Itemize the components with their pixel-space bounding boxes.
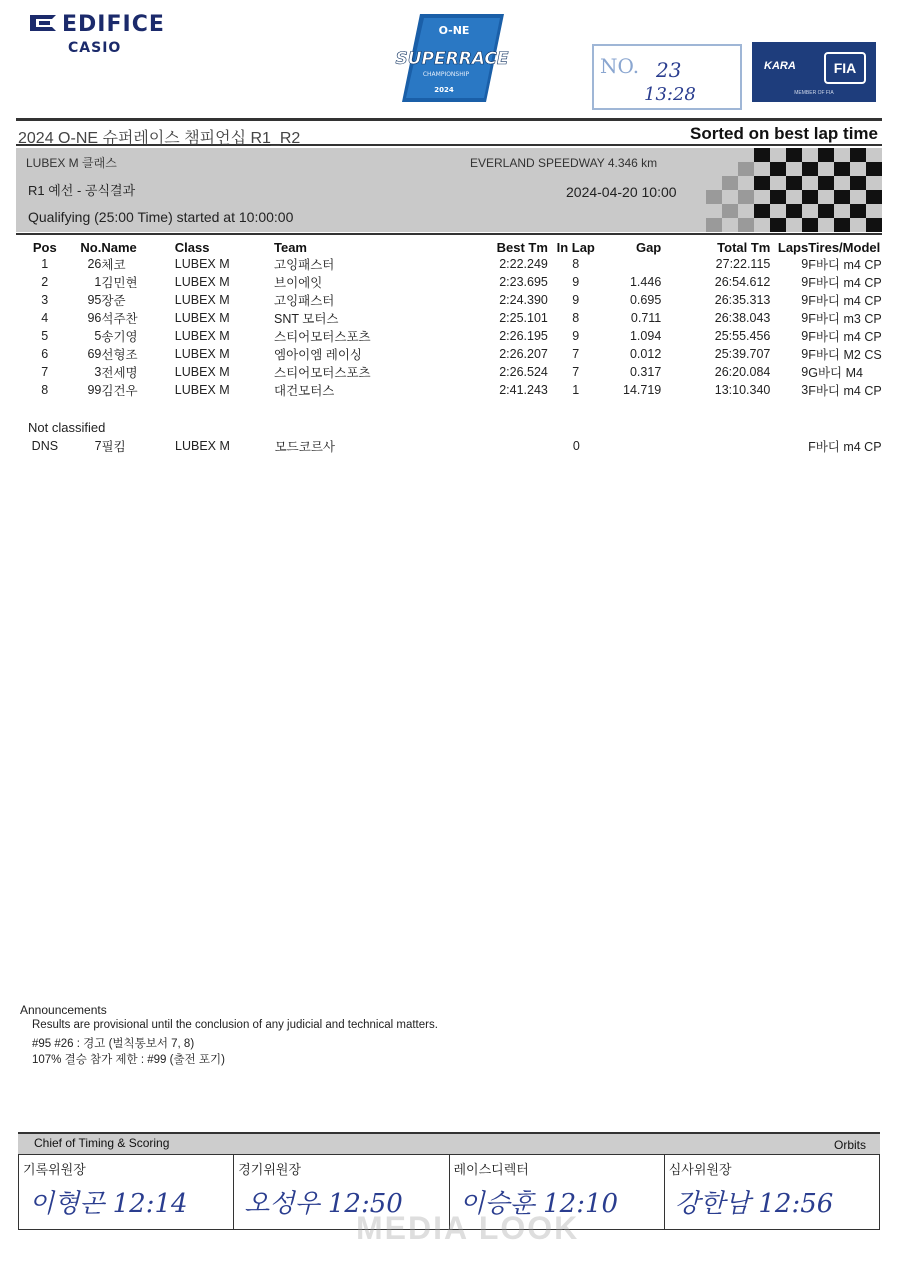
col-gap: Gap: [635, 239, 662, 255]
flag-square: [706, 190, 722, 204]
flag-square: [770, 190, 786, 204]
track-name: EVERLAND SPEEDWAY 4.346 km: [470, 156, 658, 170]
cell-no: 1: [94, 275, 102, 289]
flag-square: [738, 162, 754, 176]
flag-square: [786, 204, 802, 218]
table-row: [20, 273, 900, 291]
col-team: Team: [274, 239, 307, 255]
cell-name: 필킴: [101, 440, 126, 454]
provider-label: Orbits: [833, 1138, 866, 1152]
flag-square: [818, 176, 834, 190]
cell-total: [662, 437, 771, 455]
cell-no: 26: [87, 257, 102, 271]
cell-total: 26:20.084: [714, 365, 771, 379]
cell-name: 김민현: [101, 276, 138, 290]
session-info-band: [16, 148, 882, 232]
cell-pos: 6: [41, 347, 49, 361]
announcements: [20, 1003, 438, 1066]
cell-tires: F바디 m4 CP: [808, 294, 882, 308]
col-class: Class: [174, 239, 210, 255]
cell-team: 고잉패스터: [274, 258, 335, 272]
cell-total: 27:22.115: [715, 257, 771, 271]
col-best: Best Tm: [496, 239, 548, 255]
cell-pos: 3: [41, 293, 49, 307]
stamp-label: NO.: [600, 54, 640, 78]
cell-inlap: 8: [572, 311, 580, 325]
flag-square: [866, 218, 882, 232]
cell-laps: 3: [801, 383, 809, 397]
cell-gap: 0.711: [630, 311, 662, 325]
flag-square: [850, 176, 866, 190]
cell-gap: 1.446: [629, 275, 662, 289]
cell-gap: 0.012: [629, 347, 662, 361]
cell-gap: [604, 255, 662, 273]
flag-square: [802, 218, 818, 232]
cell-team: 엠아이엠 레이싱: [274, 348, 362, 362]
cell-laps: 9: [801, 329, 809, 343]
flag-square: [818, 148, 834, 162]
cell-best: 2:24.390: [499, 293, 548, 307]
stamp-time: 13:28: [644, 84, 696, 105]
cell-name: 선형조: [101, 348, 138, 362]
flag-square: [834, 218, 850, 232]
sponsor-name: EDIFICE: [62, 12, 165, 37]
signature: 오성우 12:50: [244, 1189, 403, 1219]
cell-team: 브이에잇: [274, 276, 323, 290]
cell-laps: 9: [801, 311, 809, 325]
table-row: [20, 255, 900, 273]
casio-logo: CASIO: [68, 40, 122, 56]
cell-inlap: 7: [572, 347, 580, 361]
cell-no: 99: [87, 383, 102, 397]
announcements-heading: Announcements: [20, 1003, 107, 1017]
cell-class: LUBEX M: [174, 257, 230, 271]
document-title: 2024 O-NE 슈퍼레이스 챔피언십 R1_R2: [18, 130, 301, 147]
event-logo-top: O-NE: [438, 24, 470, 37]
table-header-row: [20, 239, 900, 255]
flag-square: [786, 176, 802, 190]
cell-laps: 9: [801, 293, 809, 307]
signature: 이승훈 12:10: [459, 1189, 619, 1219]
cell-inlap: 9: [572, 329, 580, 343]
edifice-logo: [28, 12, 165, 37]
cell-total: 13:10.340: [714, 383, 771, 397]
col-laps: Laps: [777, 239, 809, 255]
cell-class: LUBEX M: [174, 275, 230, 289]
results-table: [20, 239, 900, 399]
col-tires: Tires/Model: [808, 239, 881, 255]
not-classified-table: [20, 437, 900, 455]
cell-laps: [770, 437, 808, 455]
cell-pos: 2: [41, 275, 49, 289]
cell-class: LUBEX M: [174, 329, 230, 343]
flag-square: [866, 190, 882, 204]
col-pos: Pos: [32, 239, 57, 255]
table-row: [20, 381, 900, 399]
flag-square: [834, 190, 850, 204]
not-classified-label: Not classified: [28, 420, 106, 435]
flag-square: [850, 148, 866, 162]
cell-gap: 0.695: [629, 293, 662, 307]
announcement-line: #95 #26 : 경고 (벌칙통보서 7, 8): [32, 1038, 195, 1050]
fia-label: FIA: [824, 52, 866, 84]
edifice-mark-icon: [28, 13, 58, 33]
cell-tires: F바디 M2 CS: [808, 348, 882, 362]
flag-square: [866, 162, 882, 176]
title-bar: [16, 118, 882, 146]
flag-square: [802, 162, 818, 176]
kara-fia-logo: [752, 42, 876, 102]
cell-class: LUBEX M: [174, 383, 230, 397]
cell-class: LUBEX M: [174, 365, 230, 379]
cell-tires: F바디 m4 CP: [808, 330, 882, 344]
cell-inlap: 0: [572, 439, 580, 453]
cell-class: LUBEX M: [174, 293, 230, 307]
cell-pos: DNS: [31, 439, 59, 453]
flag-square: [754, 148, 770, 162]
cell-inlap: 7: [572, 365, 580, 379]
table-row: [20, 345, 900, 363]
cell-pos: 5: [41, 329, 49, 343]
flag-square: [770, 218, 786, 232]
class-name: LUBEX M 클래스: [26, 156, 117, 170]
event-logo-year: 2024: [434, 86, 454, 94]
watermark: MEDIA LOOK: [356, 1210, 580, 1246]
flag-square: [834, 162, 850, 176]
flag-square: [818, 204, 834, 218]
cell-inlap: 9: [572, 293, 580, 307]
stamp-number: 23: [656, 58, 682, 82]
signature-role: 경기위원장: [238, 1162, 302, 1177]
cell-laps: 9: [801, 347, 809, 361]
session-date: 2024-04-20 10:00: [566, 184, 677, 200]
flag-square: [722, 176, 738, 190]
signature-cell: [19, 1155, 234, 1229]
flag-square: [786, 148, 802, 162]
qualifying-info: Qualifying (25:00 Time) started at 10:00:00: [28, 209, 294, 225]
cell-laps: 9: [801, 365, 809, 379]
cell-pos: 1: [41, 257, 49, 271]
cell-pos: 7: [41, 365, 49, 379]
cell-best: 2:41.243: [499, 383, 548, 397]
cell-best: 2:23.695: [499, 275, 548, 289]
cell-tires: F바디 m3 CP: [808, 312, 882, 326]
cell-best: 2:22.249: [499, 257, 548, 271]
kara-label: KARA: [764, 60, 796, 72]
cell-best: 2:26.195: [499, 329, 548, 343]
cell-name: 석주찬: [101, 312, 138, 326]
cell-laps: 9: [801, 275, 809, 289]
signature: 강한남 12:56: [674, 1189, 834, 1219]
cell-laps: 9: [801, 257, 809, 271]
table-row: [20, 309, 900, 327]
table-row: [20, 363, 900, 381]
cell-best: [444, 437, 549, 455]
cell-name: 송기영: [101, 330, 138, 344]
divider: [16, 233, 882, 235]
flag-square: [754, 176, 770, 190]
signature-role: 심사위원장: [668, 1162, 732, 1177]
cell-inlap: 8: [572, 257, 580, 271]
cell-no: 69: [87, 347, 102, 361]
col-inlap: In Lap: [556, 239, 595, 255]
cell-inlap: 9: [572, 275, 580, 289]
col-total: Total Tm: [717, 239, 771, 255]
event-logo-main: SUPERRACE: [395, 49, 509, 69]
signature-cell: [665, 1155, 879, 1229]
flag-square: [706, 218, 722, 232]
cell-gap: 1.094: [629, 329, 662, 343]
cell-class: LUBEX M: [174, 311, 230, 325]
flag-square: [754, 204, 770, 218]
announcement-line: Results are provisional until the conclusion of any judicial and technical matters.: [32, 1019, 438, 1031]
cell-total: 26:38.043: [714, 311, 771, 325]
cell-no: 96: [87, 311, 102, 325]
cell-tires: F바디 m4 CP: [808, 258, 882, 272]
signature-role: 기록위원장: [23, 1162, 86, 1177]
cell-total: 25:39.707: [714, 347, 771, 361]
event-logo-sub: CHAMPIONSHIP: [422, 71, 470, 78]
flag-square: [738, 190, 754, 204]
cell-best: 2:26.524: [499, 365, 548, 379]
checkered-flag-icon: [690, 148, 882, 232]
cell-tires: F바디 m4 CP: [808, 276, 882, 290]
table-row: [20, 437, 900, 455]
session-name: R1 예선 - 공식결과: [28, 183, 136, 198]
cell-team: SNT 모터스: [274, 312, 339, 326]
flag-square: [722, 204, 738, 218]
cell-pos: 8: [41, 383, 49, 397]
cell-name: 체코: [101, 258, 126, 272]
cell-team: 고잉패스터: [274, 294, 335, 308]
flag-square: [770, 162, 786, 176]
cell-gap: [604, 437, 661, 455]
cell-no: 3: [94, 365, 102, 379]
cell-team: 모드코르사: [274, 440, 335, 454]
flag-square: [850, 204, 866, 218]
fia-member-label: MEMBER OF FIA: [794, 90, 834, 96]
cell-total: 26:54.612: [714, 275, 771, 289]
cell-total: 25:55.456: [714, 329, 771, 343]
cell-total: 26:35.313: [714, 293, 771, 307]
sort-label: Sorted on best lap time: [690, 124, 878, 143]
cell-no: 7: [94, 439, 102, 453]
cell-no: 95: [87, 293, 102, 307]
signature-role: 레이스디렉터: [453, 1162, 529, 1177]
cell-team: 스티어모터스포츠: [274, 366, 371, 380]
cell-best: 2:26.207: [499, 347, 548, 361]
cell-tires: G바디 M4: [808, 366, 863, 380]
cell-team: 대건모터스: [274, 384, 335, 398]
cell-name: 전세명: [101, 366, 138, 380]
cell-best: 2:25.101: [499, 311, 548, 325]
signature-header: [18, 1132, 880, 1154]
chief-label: Chief of Timing & Scoring: [34, 1136, 170, 1150]
announcement-line: 107% 결승 참가 제한 : #99 (출전 포기): [32, 1054, 225, 1066]
table-row: [20, 327, 900, 345]
superrace-logo: [384, 14, 520, 102]
cell-class: LUBEX M: [175, 439, 230, 453]
flag-square: [738, 218, 754, 232]
cell-name: 장준: [101, 294, 126, 308]
cell-gap: 14.719: [623, 383, 662, 397]
receipt-stamp: [592, 44, 742, 110]
cell-tires: F바디 m4 CP: [808, 440, 882, 454]
signature: 이형곤 12:14: [29, 1189, 188, 1219]
cell-name: 김건우: [101, 384, 138, 398]
cell-class: LUBEX M: [174, 347, 230, 361]
cell-no: 5: [94, 329, 102, 343]
cell-inlap: 1: [572, 383, 580, 397]
cell-team: 스티어모터스포츠: [274, 330, 371, 344]
cell-pos: 4: [41, 311, 49, 325]
cell-gap: 0.317: [629, 365, 662, 379]
col-name: Name: [101, 239, 137, 255]
col-no: No.: [80, 239, 102, 255]
flag-square: [802, 190, 818, 204]
cell-tires: F바디 m4 CP: [808, 384, 882, 398]
table-row: [20, 291, 900, 309]
